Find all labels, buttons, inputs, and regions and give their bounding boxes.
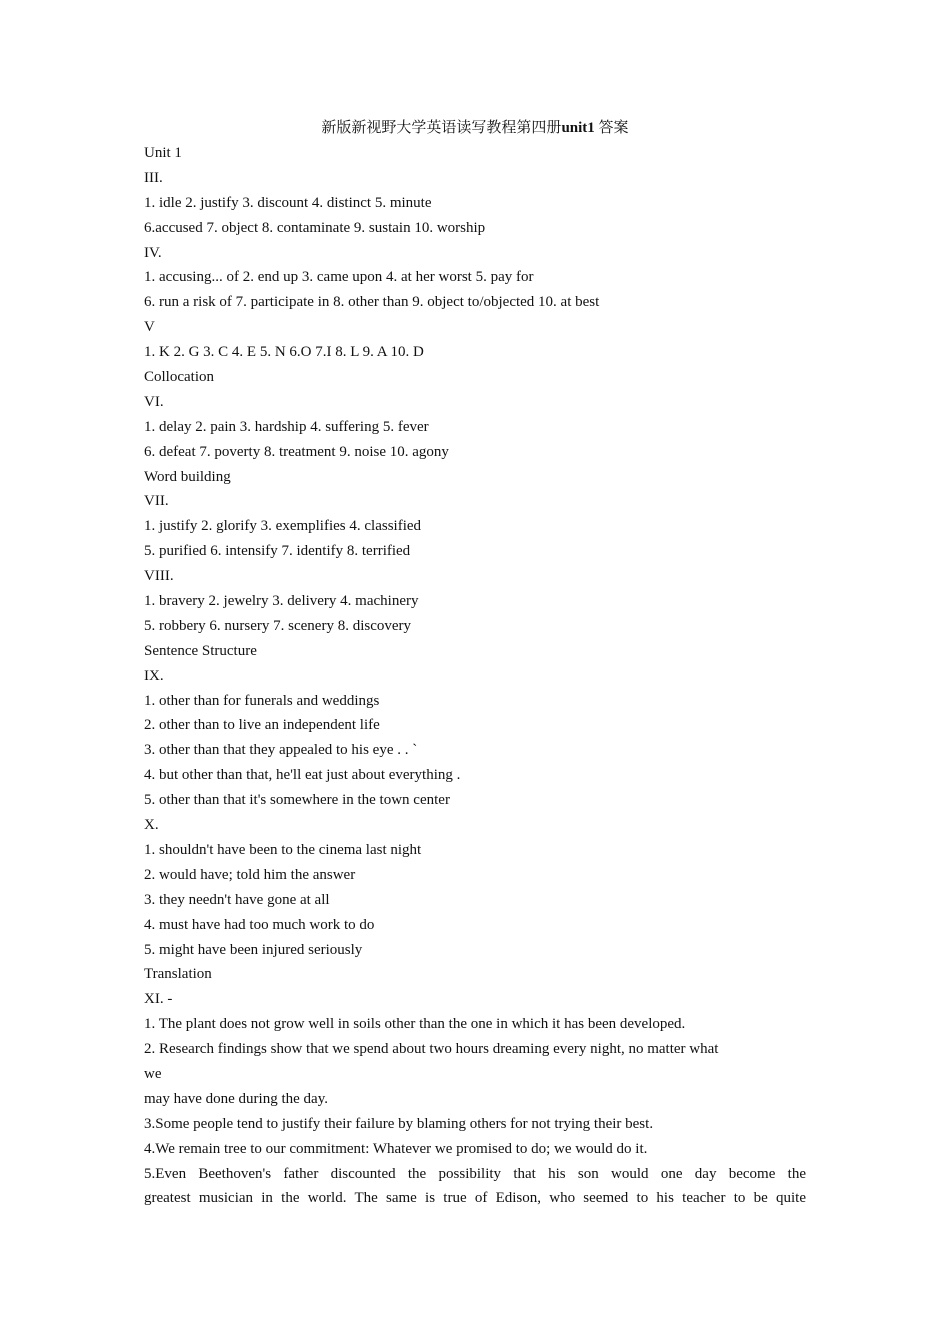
text-line: 5. might have been injured seriously bbox=[144, 941, 363, 958]
paragraph-5-line-1: 5.Even Beethoven's father discounted the possibility that his son would one day become the bbox=[144, 1165, 806, 1182]
text-line: 2. would have; told him the answer bbox=[144, 866, 356, 883]
text-line: 3.Some people tend to justify their failure by blaming others for not trying their best. bbox=[144, 1115, 654, 1132]
text-line: 5. purified 6. intensify 7. identify 8. terrified bbox=[144, 543, 411, 560]
text-line: VIII. bbox=[144, 568, 174, 585]
title-unit: unit1 bbox=[561, 120, 595, 136]
document-page bbox=[144, 116, 806, 1211]
title-suffix: 答案 bbox=[598, 120, 629, 136]
text-line: VI. bbox=[144, 393, 164, 410]
text-line: 1. delay 2. pain 3. hardship 4. suffering 5. fever bbox=[144, 418, 429, 435]
text-line: 4.We remain tree to our commitment: Whatever we promised to do; we would do it. bbox=[144, 1140, 648, 1157]
answer-lines bbox=[144, 141, 806, 1162]
text-line: 1. other than for funerals and weddings bbox=[144, 692, 380, 709]
text-line: III. bbox=[144, 169, 163, 186]
text-line: 5. robbery 6. nursery 7. scenery 8. discovery bbox=[144, 617, 412, 634]
text-line: 6. defeat 7. poverty 8. treatment 9. noise 10. agony bbox=[144, 443, 449, 460]
text-line: 1. shouldn't have been to the cinema last night bbox=[144, 841, 422, 858]
text-line: 4. but other than that, he'll eat just about everything . bbox=[144, 767, 461, 784]
text-line: VII. bbox=[144, 493, 169, 510]
text-line: V bbox=[144, 319, 155, 336]
text-line: Sentence Structure bbox=[144, 642, 257, 659]
text-line: 1. justify 2. glorify 3. exemplifies 4. classified bbox=[144, 518, 422, 535]
text-line: 1. idle 2. justify 3. discount 4. distinct 5. minute bbox=[144, 194, 432, 211]
title-prefix: 新版新视野大学英语读写教程第四册 bbox=[321, 120, 562, 136]
paragraph-5-line-2: greatest musician in the world. The same is true of Edison, who seemed to his teacher to be quite bbox=[144, 1190, 806, 1207]
text-line: Collocation bbox=[144, 369, 214, 386]
text-line: Word building bbox=[144, 468, 231, 485]
text-line: 5. other than that it's somewhere in the town center bbox=[144, 792, 450, 809]
text-line: 1. accusing... of 2. end up 3. came upon 4. at her worst 5. pay for bbox=[144, 269, 534, 286]
text-line: 1. The plant does not grow well in soils other than the one in which it has been developed. bbox=[144, 1016, 686, 1033]
text-line: 1. bravery 2. jewelry 3. delivery 4. machinery bbox=[144, 593, 419, 610]
document-title bbox=[144, 116, 806, 140]
text-line: IV. bbox=[144, 244, 162, 261]
text-line: 6. run a risk of 7. participate in 8. other than 9. object to/objected 10. at best bbox=[144, 294, 600, 311]
text-line: may have done during the day. bbox=[144, 1090, 328, 1107]
text-line: 4. must have had too much work to do bbox=[144, 916, 375, 933]
text-line: IX. bbox=[144, 667, 164, 684]
text-line: 3. they needn't have gone at all bbox=[144, 891, 330, 908]
text-line: 3. other than that they appealed to his eye . . ` bbox=[144, 742, 418, 759]
text-line: 1. K 2. G 3. C 4. E 5. N 6.O 7.I 8. L 9. A 10. D bbox=[144, 344, 424, 361]
text-line: 6.accused 7. object 8. contaminate 9. sustain 10. worship bbox=[144, 219, 486, 236]
text-line: XI. - bbox=[144, 991, 173, 1008]
text-line: 2. other than to live an independent life bbox=[144, 717, 380, 734]
text-line: 2. Research findings show that we spend about two hours dreaming every night, no matter what bbox=[144, 1041, 719, 1058]
text-line: Translation bbox=[144, 966, 212, 983]
text-line: X. bbox=[144, 817, 159, 834]
text-line: we bbox=[144, 1065, 162, 1082]
text-line: Unit 1 bbox=[144, 145, 182, 161]
